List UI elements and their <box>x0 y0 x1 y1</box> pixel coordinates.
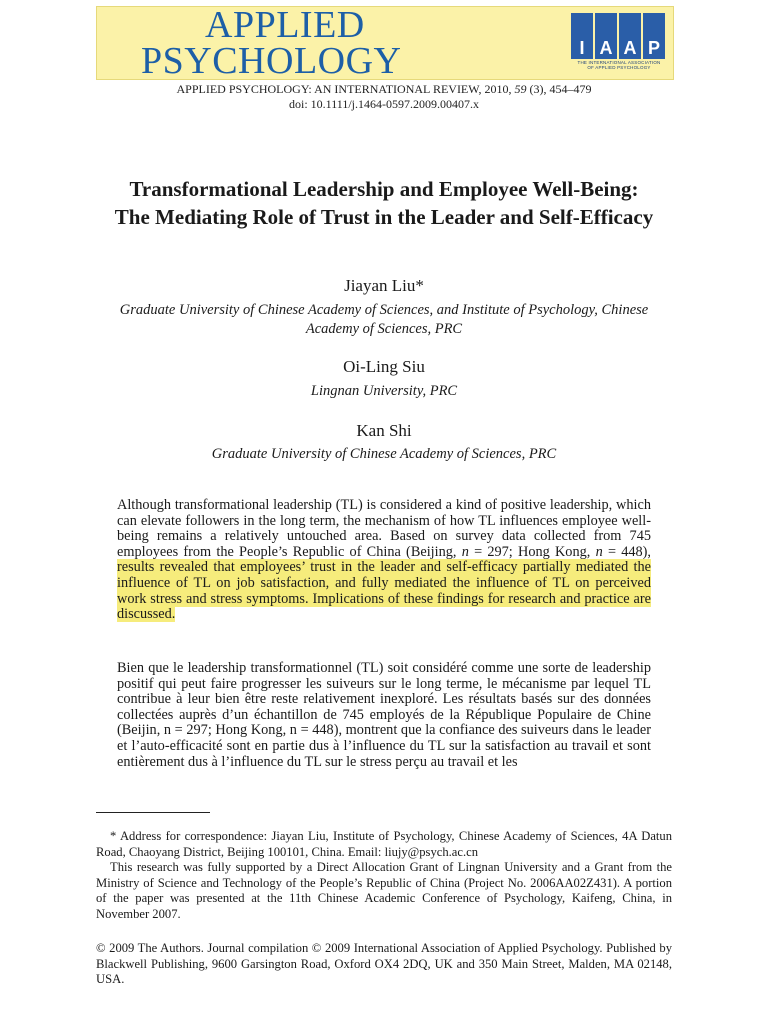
journal-name <box>141 4 541 82</box>
footnote-rule <box>96 812 210 813</box>
abstract-french: Bien que le leadership transformationnel (TL) soit considéré comme une sorte de leadership positif qui peut faire progresser les suiveurs sur le long terme, le mécanisme par lequel TL contribue à leur bien être reste relativement inexploré. Les résultats basés sur des données collectées auprès d’un échantillon de 745 employés de la République Populaire de Chine (Beijin, n = 297; Hong Kong, n = 448), montrent que la confiance des suiveurs dans le leader et l’auto-efficacité sont en partie dus à l’influence du TL sur la satisfaction au travail et sont entièrement dus à l’influence du TL sur le stress perçu au travail et les <box>117 660 651 770</box>
abstract-text: = 297; Hong Kong, <box>468 543 596 560</box>
logo-subtitle: THE INTERNATIONAL ASSOCIATION <box>577 60 661 65</box>
author-affiliation: Graduate University of Chinese Academy of Sciences, PRC <box>211 446 557 462</box>
citation-prefix: APPLIED PSYCHOLOGY: AN INTERNATIONAL REVIEW, 2010, <box>176 82 515 96</box>
author-name: Oi-Ling Siu <box>343 357 425 376</box>
journal-name-line1: APPLIED <box>205 4 365 46</box>
sample-n: n <box>595 543 603 560</box>
logo-letter: P <box>643 37 665 59</box>
journal-masthead <box>96 6 674 80</box>
author-affiliation: Lingnan University, PRC <box>310 383 458 399</box>
iaap-logo <box>571 13 667 71</box>
article-title: Transformational Leadership and Employee Well-Being: The Mediating Role of Trust in the Leader and Self-Efficacy <box>114 177 654 229</box>
logo-letter: A <box>595 37 617 59</box>
correspondence-note: * Address for correspondence: Jiayan Liu, Institute of Psychology, Chinese Academy of Sciences, 4A Datun Road, Chaoyang District, Beijing 100101, China. Email: liujy@psych.ac.cn <box>96 829 672 859</box>
abstract-text: Although transformational leadership (TL) is considered a kind of positive leadership, which can elevate followers in the long term, the mechanism of how TL influences employee well-being remains a relatively untouched area. Based on survey data collected from 745 employees from the People’s Republic of China (Beijing, <box>117 497 651 560</box>
footnotes <box>96 829 672 923</box>
highlighted-text: results revealed that employees’ trust in the leader and self-efficacy partially mediated the influence of TL on job satisfaction, and fully mediated the influence of TL on perceived work stress and stress symptoms. Implications of these findings for research and practice are discussed. <box>117 559 651 623</box>
doi: doi: 10.1111/j.1464-0597.2009.00407.x <box>289 97 479 111</box>
copyright-text: © 2009 The Authors. Journal compilation © 2009 International Association of Applied Psychology. Published by Blackwell Publishing, 9600 Garsington Road, Oxford OX4 2DQ, UK and 350 Main Street, Malden, MA 02148, USA. <box>96 941 672 987</box>
abstract-text: = 448), <box>602 543 652 560</box>
sample-n: n <box>461 543 469 560</box>
abstract-english <box>117 498 651 623</box>
logo-subtitle: OF APPLIED PSYCHOLOGY <box>587 65 651 70</box>
citation-suffix: (3), 454–479 <box>526 82 592 96</box>
author-name: Kan Shi <box>356 421 412 440</box>
logo-letter: I <box>571 37 593 59</box>
citation-volume: 59 <box>514 82 527 96</box>
citation-block <box>0 82 768 112</box>
copyright-notice <box>96 941 672 988</box>
author-affiliation: Graduate University of Chinese Academy of Sciences, and Institute of Psychology, Chinese Academy of Sciences, PRC <box>119 302 649 337</box>
author-name: Jiayan Liu* <box>344 276 424 295</box>
logo-letter: A <box>619 37 641 59</box>
funding-note: This research was fully supported by a Direct Allocation Grant of Lingnan University and a Grant from the Ministry of Science and Technology of the People’s Republic of China (Project No. 2006AA02Z431). A portion of the paper was presented at the 11th Chinese Academic Conference of Psychology, Kaifeng, China, in November 2007. <box>96 860 672 921</box>
journal-name-line2: PSYCHOLOGY <box>141 40 402 82</box>
